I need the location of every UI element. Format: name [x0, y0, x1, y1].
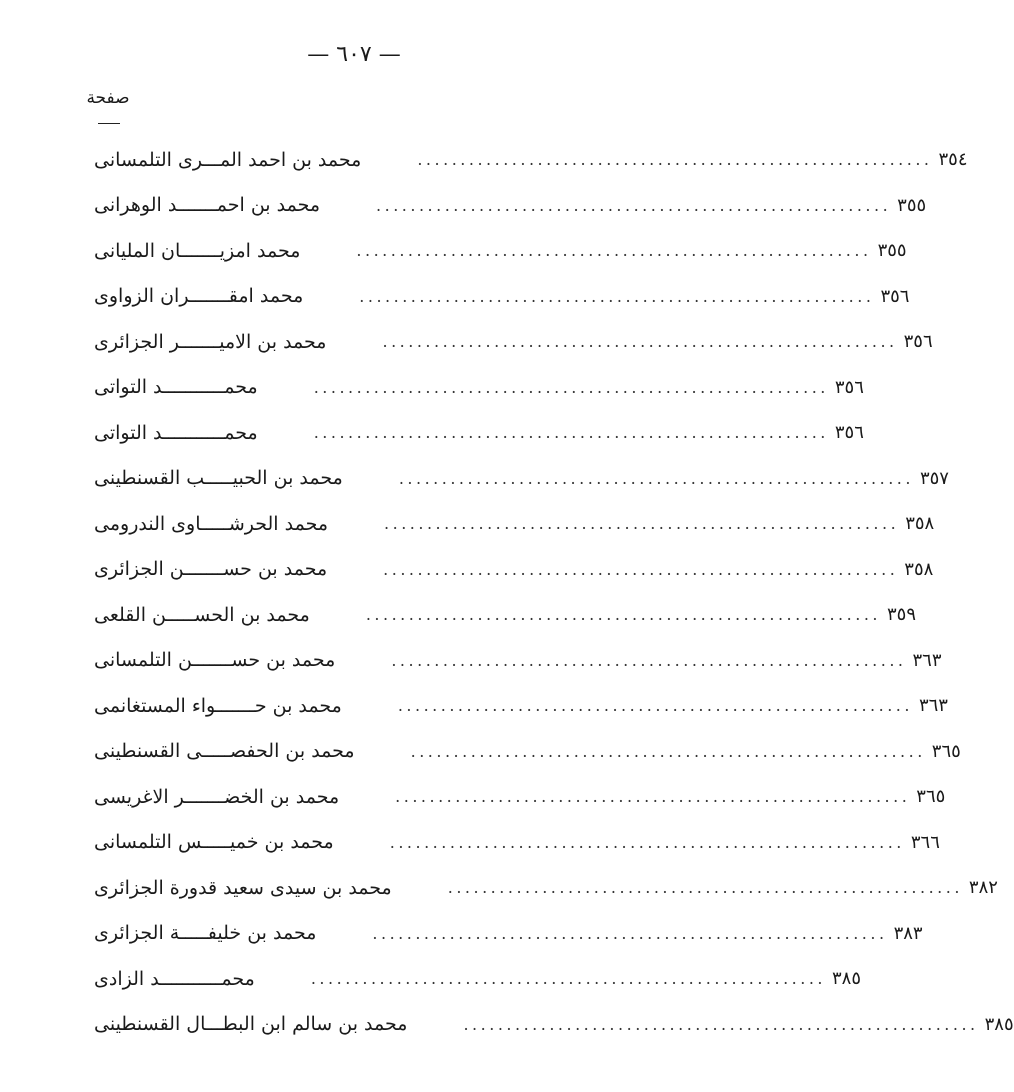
entry-page-number: ٣٨٥	[984, 1013, 1014, 1035]
entry-name: محمد بن حســـــــن الجزائرى	[94, 558, 328, 581]
entry-name: محمد بن الاميـــــــر الجزائرى	[94, 330, 327, 353]
dot-leader: ............................................................	[310, 969, 826, 989]
entry-name: محمد بن سيدى سعيد قدورة الجزائرى	[94, 876, 392, 899]
entry-page-number: ٣٨٢	[968, 877, 998, 899]
dot-leader: ............................................................	[417, 150, 933, 170]
dot-leader: ............................................................	[359, 286, 875, 306]
index-entry	[90, 274, 910, 320]
index-entry	[90, 774, 946, 820]
entry-page-number: ٣٥٤	[938, 149, 968, 171]
dot-leader: ............................................................	[365, 605, 881, 625]
page-number: — ٦٠٧ —	[307, 42, 401, 67]
index-entry	[90, 683, 948, 729]
dot-leader: ............................................................	[376, 195, 892, 215]
index-entry	[90, 1002, 1014, 1048]
dot-leader: ............................................................	[383, 559, 899, 579]
entry-name: محمد بن الحفصـــــى القسنطينى	[94, 740, 355, 763]
index-entry	[90, 319, 933, 365]
entry-page-number: ٣٦٥	[916, 786, 946, 808]
entry-page-number: ٣٥٦	[834, 422, 864, 444]
header-rule	[98, 123, 120, 124]
dot-leader: ............................................................	[372, 923, 888, 943]
entry-name: محمد بن خميـــــس التلمسانى	[94, 831, 334, 854]
page-column-header: صفحة	[86, 88, 130, 108]
entry-page-number: ٣٨٣	[893, 922, 923, 944]
dot-leader: ............................................................	[398, 468, 914, 488]
entry-name: محمد بن الحســـــن القلعى	[94, 603, 310, 626]
index-entry	[90, 638, 942, 684]
index-entry	[90, 820, 940, 866]
index-entry	[90, 410, 864, 456]
entry-page-number: ٣٦٦	[910, 831, 940, 853]
index-entry	[90, 137, 968, 183]
index-entry	[90, 865, 998, 911]
entry-name: محمد الحرشـــــاوى الندرومى	[94, 512, 329, 535]
dot-leader: ............................................................	[391, 650, 907, 670]
entry-name: محمد امزيـــــــان المليانى	[94, 239, 301, 262]
entry-page-number: ٣٥٥	[897, 194, 927, 216]
index-entry	[90, 592, 916, 638]
entry-page-number: ٣٥٦	[903, 331, 933, 353]
entry-name: محمـــــــــــد التواتى	[94, 376, 258, 399]
index-entry	[90, 956, 862, 1002]
dot-leader: ............................................................	[313, 377, 829, 397]
dot-leader: ............................................................	[395, 787, 911, 807]
index-entry	[90, 365, 864, 411]
entry-name: محمد بن حســـــــن التلمسانى	[94, 649, 336, 672]
entry-name: محمد بن الحبيـــــب القسنطينى	[94, 467, 343, 490]
index-entry	[90, 456, 949, 502]
entry-name: محمد بن احمد المـــرى التلمسانى	[94, 148, 362, 171]
dot-leader: ............................................................	[382, 332, 898, 352]
index-entry	[90, 729, 961, 775]
dot-leader: ............................................................	[313, 423, 829, 443]
entry-page-number: ٣٥٥	[877, 240, 907, 262]
dot-leader: ............................................................	[397, 696, 913, 716]
entry-page-number: ٣٥٨	[904, 558, 934, 580]
entry-page-number: ٣٨٥	[832, 968, 862, 990]
dot-leader: ............................................................	[384, 514, 900, 534]
entry-name: محمد امقـــــــران الزواوى	[94, 285, 304, 308]
index-entry	[90, 501, 935, 547]
entry-page-number: ٣٥٦	[880, 285, 910, 307]
dot-leader: ............................................................	[356, 241, 872, 261]
entry-page-number: ٣٥٩	[886, 604, 916, 626]
index-entry	[90, 228, 907, 274]
entry-page-number: ٣٥٦	[834, 376, 864, 398]
entry-name: محمـــــــــــد الزادى	[94, 967, 255, 990]
dot-leader: ............................................................	[447, 878, 963, 898]
entry-name: محمـــــــــــد التواتى	[94, 421, 258, 444]
entry-name: محمد بن الخضـــــــر الاغريسى	[94, 785, 340, 808]
entry-page-number: ٣٥٨	[905, 513, 935, 535]
entry-page-number: ٣٥٧	[919, 467, 949, 489]
entry-name: محمد بن احمـــــــد الوهرانى	[94, 194, 321, 217]
entry-name: محمد بن خليفـــــة الجزائرى	[94, 922, 317, 945]
dot-leader: ............................................................	[410, 741, 926, 761]
index-entry	[90, 911, 923, 957]
index-list	[90, 137, 1014, 1047]
dot-leader: ............................................................	[463, 1014, 979, 1034]
entry-page-number: ٣٦٥	[931, 740, 961, 762]
index-entry	[90, 547, 934, 593]
dot-leader: ............................................................	[389, 832, 905, 852]
entry-page-number: ٣٦٣	[912, 649, 942, 671]
entry-page-number: ٣٦٣	[918, 695, 948, 717]
entry-name: محمد بن سالم ابن البطـــال القسنطينى	[94, 1013, 408, 1036]
entry-name: محمد بن حـــــــواء المستغانمى	[94, 694, 342, 717]
index-entry	[90, 183, 927, 229]
